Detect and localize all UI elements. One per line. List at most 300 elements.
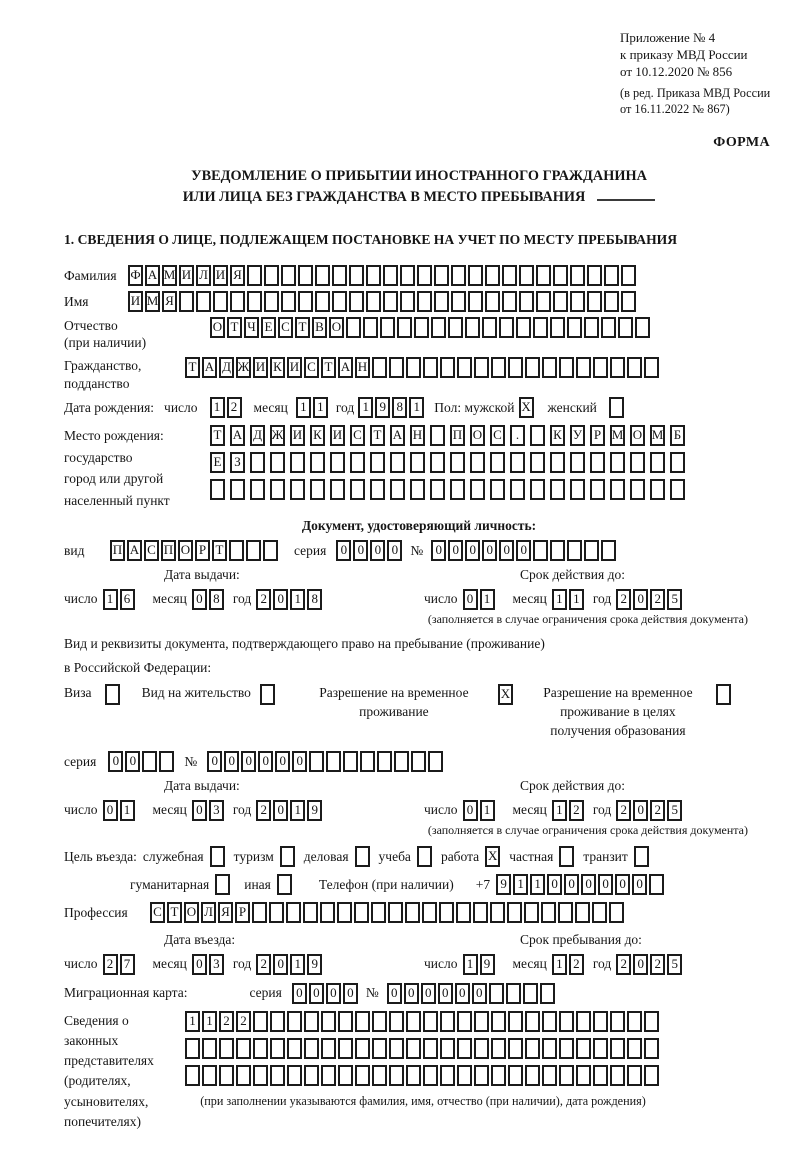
char-cell[interactable] (394, 751, 409, 772)
char-cell[interactable] (440, 1011, 455, 1032)
char-cell[interactable] (430, 425, 445, 446)
char-cell[interactable]: П (450, 425, 465, 446)
char-cell[interactable]: 0 (465, 540, 480, 561)
char-cell[interactable] (270, 479, 285, 500)
char-cell[interactable]: 1 (358, 397, 373, 418)
char-cell[interactable]: 3 (209, 800, 224, 821)
char-cell[interactable] (670, 479, 685, 500)
char-cell[interactable]: С (490, 425, 505, 446)
char-cell[interactable]: И (179, 265, 194, 286)
char-cell[interactable] (621, 291, 636, 312)
char-cell[interactable]: Т (227, 317, 242, 338)
char-cell[interactable] (250, 479, 265, 500)
char-cell[interactable] (439, 902, 454, 923)
char-cell[interactable] (287, 1065, 302, 1086)
char-cell[interactable] (389, 1011, 404, 1032)
char-cell[interactable]: Р (235, 902, 250, 923)
char-cell[interactable]: 2 (650, 800, 665, 821)
char-cell[interactable] (508, 1011, 523, 1032)
char-cell[interactable] (451, 291, 466, 312)
char-cell[interactable] (247, 291, 262, 312)
char-cell[interactable]: 0 (224, 751, 239, 772)
char-cell[interactable]: 0 (448, 540, 463, 561)
char-cell[interactable]: 1 (480, 800, 495, 821)
char-cell[interactable]: Р (195, 540, 210, 561)
char-cell[interactable]: 0 (404, 983, 419, 1004)
char-cell[interactable]: С (350, 425, 365, 446)
char-cell[interactable]: 0 (472, 983, 487, 1004)
char-cell[interactable]: И (330, 425, 345, 446)
char-cell[interactable] (389, 1038, 404, 1059)
char-cell[interactable] (490, 479, 505, 500)
char-cell[interactable] (519, 291, 534, 312)
char-cell[interactable] (644, 1065, 659, 1086)
char-cell[interactable]: Д (250, 425, 265, 446)
char-cell[interactable] (440, 1065, 455, 1086)
char-cell[interactable] (530, 425, 545, 446)
char-cell[interactable] (142, 751, 157, 772)
char-cell[interactable] (533, 317, 548, 338)
char-cell[interactable] (593, 1011, 608, 1032)
char-cell[interactable]: У (570, 425, 585, 446)
char-cell[interactable]: П (161, 540, 176, 561)
char-cell[interactable] (277, 874, 292, 895)
char-cell[interactable] (474, 357, 489, 378)
char-cell[interactable] (489, 983, 504, 1004)
char-cell[interactable] (530, 479, 545, 500)
char-cell[interactable] (321, 1065, 336, 1086)
char-cell[interactable]: 0 (632, 874, 647, 895)
char-cell[interactable] (716, 684, 731, 705)
char-cell[interactable] (610, 1011, 625, 1032)
char-cell[interactable]: 1 (530, 874, 545, 895)
char-cell[interactable] (593, 1038, 608, 1059)
char-cell[interactable] (670, 452, 685, 473)
char-cell[interactable] (406, 357, 421, 378)
char-cell[interactable] (270, 1065, 285, 1086)
char-cell[interactable]: А (202, 357, 217, 378)
char-cell[interactable] (490, 452, 505, 473)
char-cell[interactable]: 0 (564, 874, 579, 895)
char-cell[interactable] (236, 1038, 251, 1059)
char-cell[interactable]: 0 (125, 751, 140, 772)
char-cell[interactable] (406, 1065, 421, 1086)
char-cell[interactable]: 0 (547, 874, 562, 895)
char-cell[interactable] (372, 1011, 387, 1032)
char-cell[interactable] (610, 452, 625, 473)
char-cell[interactable]: Я (218, 902, 233, 923)
char-cell[interactable]: 2 (227, 397, 242, 418)
char-cell[interactable] (601, 317, 616, 338)
char-cell[interactable] (397, 317, 412, 338)
char-cell[interactable]: 5 (667, 954, 682, 975)
char-cell[interactable]: 2 (616, 954, 631, 975)
char-cell[interactable]: Ф (128, 265, 143, 286)
char-cell[interactable]: М (162, 265, 177, 286)
char-cell[interactable]: 0 (192, 954, 207, 975)
char-cell[interactable] (422, 902, 437, 923)
char-cell[interactable] (525, 1038, 540, 1059)
char-cell[interactable]: Е (210, 452, 225, 473)
char-cell[interactable] (417, 846, 432, 867)
char-cell[interactable] (508, 357, 523, 378)
char-cell[interactable]: 0 (499, 540, 514, 561)
char-cell[interactable] (410, 452, 425, 473)
char-cell[interactable] (105, 684, 120, 705)
char-cell[interactable] (372, 1038, 387, 1059)
char-cell[interactable] (202, 1038, 217, 1059)
char-cell[interactable] (290, 452, 305, 473)
char-cell[interactable]: 0 (463, 800, 478, 821)
char-cell[interactable] (185, 1038, 200, 1059)
char-cell[interactable] (533, 540, 548, 561)
char-cell[interactable]: 0 (273, 954, 288, 975)
char-cell[interactable]: 1 (296, 397, 311, 418)
char-cell[interactable] (270, 452, 285, 473)
char-cell[interactable]: 9 (496, 874, 511, 895)
char-cell[interactable]: А (390, 425, 405, 446)
char-cell[interactable] (372, 1065, 387, 1086)
char-cell[interactable]: 0 (292, 751, 307, 772)
char-cell[interactable] (287, 1038, 302, 1059)
char-cell[interactable] (405, 902, 420, 923)
char-cell[interactable] (570, 291, 585, 312)
char-cell[interactable] (337, 902, 352, 923)
char-cell[interactable] (510, 479, 525, 500)
char-cell[interactable]: 3 (209, 954, 224, 975)
char-cell[interactable]: Н (355, 357, 370, 378)
char-cell[interactable]: 0 (387, 983, 402, 1004)
char-cell[interactable]: 1 (463, 954, 478, 975)
char-cell[interactable] (525, 1065, 540, 1086)
char-cell[interactable]: 0 (292, 983, 307, 1004)
char-cell[interactable]: 0 (455, 983, 470, 1004)
char-cell[interactable]: 2 (616, 589, 631, 610)
char-cell[interactable] (587, 291, 602, 312)
char-cell[interactable] (298, 265, 313, 286)
char-cell[interactable] (185, 1065, 200, 1086)
char-cell[interactable]: 5 (667, 800, 682, 821)
char-cell[interactable]: К (550, 425, 565, 446)
char-cell[interactable] (326, 751, 341, 772)
char-cell[interactable] (508, 1038, 523, 1059)
char-cell[interactable] (338, 1038, 353, 1059)
char-cell[interactable] (473, 902, 488, 923)
char-cell[interactable]: З (230, 452, 245, 473)
char-cell[interactable] (366, 265, 381, 286)
char-cell[interactable] (559, 357, 574, 378)
char-cell[interactable]: 1 (480, 589, 495, 610)
char-cell[interactable]: 1 (552, 800, 567, 821)
char-cell[interactable] (383, 291, 398, 312)
char-cell[interactable]: О (184, 902, 199, 923)
char-cell[interactable] (406, 1038, 421, 1059)
char-cell[interactable] (383, 265, 398, 286)
char-cell[interactable]: С (304, 357, 319, 378)
char-cell[interactable] (310, 452, 325, 473)
char-cell[interactable]: X (485, 846, 500, 867)
char-cell[interactable]: И (253, 357, 268, 378)
char-cell[interactable] (260, 684, 275, 705)
char-cell[interactable]: 1 (513, 874, 528, 895)
char-cell[interactable] (576, 1038, 591, 1059)
char-cell[interactable] (229, 540, 244, 561)
char-cell[interactable]: Ж (236, 357, 251, 378)
char-cell[interactable] (550, 540, 565, 561)
char-cell[interactable]: 0 (431, 540, 446, 561)
char-cell[interactable]: Я (230, 265, 245, 286)
char-cell[interactable] (559, 1038, 574, 1059)
char-cell[interactable] (263, 540, 278, 561)
char-cell[interactable]: К (310, 425, 325, 446)
char-cell[interactable] (377, 751, 392, 772)
char-cell[interactable] (371, 902, 386, 923)
char-cell[interactable]: 1 (210, 397, 225, 418)
char-cell[interactable] (321, 1011, 336, 1032)
char-cell[interactable]: 2 (650, 589, 665, 610)
char-cell[interactable] (604, 291, 619, 312)
char-cell[interactable]: 0 (108, 751, 123, 772)
char-cell[interactable] (434, 265, 449, 286)
char-cell[interactable] (355, 1038, 370, 1059)
char-cell[interactable]: С (278, 317, 293, 338)
char-cell[interactable] (304, 1065, 319, 1086)
char-cell[interactable] (523, 983, 538, 1004)
char-cell[interactable] (287, 1011, 302, 1032)
char-cell[interactable]: Т (212, 540, 227, 561)
char-cell[interactable]: И (128, 291, 143, 312)
char-cell[interactable] (428, 751, 443, 772)
char-cell[interactable] (315, 291, 330, 312)
char-cell[interactable] (650, 479, 665, 500)
char-cell[interactable] (196, 291, 211, 312)
char-cell[interactable] (576, 357, 591, 378)
char-cell[interactable]: 0 (103, 800, 118, 821)
char-cell[interactable]: 9 (307, 800, 322, 821)
char-cell[interactable] (450, 479, 465, 500)
char-cell[interactable]: X (498, 684, 513, 705)
char-cell[interactable] (320, 902, 335, 923)
char-cell[interactable] (310, 479, 325, 500)
char-cell[interactable] (590, 452, 605, 473)
char-cell[interactable] (304, 1038, 319, 1059)
char-cell[interactable] (609, 397, 624, 418)
char-cell[interactable] (219, 1038, 234, 1059)
char-cell[interactable] (410, 479, 425, 500)
char-cell[interactable] (621, 265, 636, 286)
char-cell[interactable] (440, 357, 455, 378)
char-cell[interactable] (253, 1038, 268, 1059)
char-cell[interactable]: 1 (290, 800, 305, 821)
char-cell[interactable] (355, 1065, 370, 1086)
char-cell[interactable]: 2 (569, 954, 584, 975)
char-cell[interactable]: 0 (598, 874, 613, 895)
char-cell[interactable] (431, 317, 446, 338)
char-cell[interactable] (332, 265, 347, 286)
char-cell[interactable] (360, 751, 375, 772)
char-cell[interactable]: 8 (307, 589, 322, 610)
char-cell[interactable]: А (230, 425, 245, 446)
char-cell[interactable] (423, 1011, 438, 1032)
char-cell[interactable]: 8 (392, 397, 407, 418)
char-cell[interactable] (593, 357, 608, 378)
char-cell[interactable]: О (178, 540, 193, 561)
char-cell[interactable] (567, 317, 582, 338)
char-cell[interactable]: О (630, 425, 645, 446)
char-cell[interactable] (179, 291, 194, 312)
char-cell[interactable] (350, 479, 365, 500)
char-cell[interactable] (553, 291, 568, 312)
char-cell[interactable] (338, 1065, 353, 1086)
char-cell[interactable]: 1 (185, 1011, 200, 1032)
char-cell[interactable] (298, 291, 313, 312)
char-cell[interactable] (370, 452, 385, 473)
char-cell[interactable] (343, 751, 358, 772)
char-cell[interactable] (550, 479, 565, 500)
char-cell[interactable]: Т (210, 425, 225, 446)
char-cell[interactable]: Т (295, 317, 310, 338)
char-cell[interactable] (457, 1038, 472, 1059)
char-cell[interactable]: О (470, 425, 485, 446)
char-cell[interactable] (644, 1011, 659, 1032)
char-cell[interactable] (482, 317, 497, 338)
char-cell[interactable] (215, 874, 230, 895)
char-cell[interactable]: 0 (326, 983, 341, 1004)
char-cell[interactable] (567, 540, 582, 561)
char-cell[interactable] (330, 452, 345, 473)
char-cell[interactable] (576, 1065, 591, 1086)
char-cell[interactable]: 0 (633, 954, 648, 975)
char-cell[interactable] (601, 540, 616, 561)
char-cell[interactable] (252, 902, 267, 923)
char-cell[interactable] (542, 1011, 557, 1032)
char-cell[interactable]: Т (185, 357, 200, 378)
char-cell[interactable] (414, 317, 429, 338)
char-cell[interactable] (559, 1011, 574, 1032)
char-cell[interactable] (264, 291, 279, 312)
char-cell[interactable]: 0 (353, 540, 368, 561)
char-cell[interactable]: В (312, 317, 327, 338)
char-cell[interactable] (491, 1038, 506, 1059)
char-cell[interactable] (576, 1011, 591, 1032)
char-cell[interactable] (474, 1065, 489, 1086)
char-cell[interactable] (270, 1011, 285, 1032)
char-cell[interactable]: 9 (480, 954, 495, 975)
char-cell[interactable] (450, 452, 465, 473)
char-cell[interactable] (627, 1038, 642, 1059)
char-cell[interactable]: А (338, 357, 353, 378)
char-cell[interactable]: 0 (336, 540, 351, 561)
char-cell[interactable] (457, 1011, 472, 1032)
char-cell[interactable] (253, 1065, 268, 1086)
char-cell[interactable] (530, 452, 545, 473)
char-cell[interactable]: П (110, 540, 125, 561)
char-cell[interactable]: 0 (482, 540, 497, 561)
char-cell[interactable] (550, 452, 565, 473)
char-cell[interactable] (286, 902, 301, 923)
char-cell[interactable] (321, 1038, 336, 1059)
char-cell[interactable] (346, 317, 361, 338)
char-cell[interactable] (370, 479, 385, 500)
char-cell[interactable]: С (144, 540, 159, 561)
char-cell[interactable] (468, 291, 483, 312)
char-cell[interactable]: 2 (256, 800, 271, 821)
char-cell[interactable]: М (650, 425, 665, 446)
char-cell[interactable] (553, 265, 568, 286)
char-cell[interactable]: Ж (270, 425, 285, 446)
char-cell[interactable] (525, 1011, 540, 1032)
char-cell[interactable]: А (145, 265, 160, 286)
char-cell[interactable]: И (287, 357, 302, 378)
char-cell[interactable]: 0 (273, 800, 288, 821)
char-cell[interactable]: 0 (463, 589, 478, 610)
char-cell[interactable] (542, 1038, 557, 1059)
char-cell[interactable]: 7 (120, 954, 135, 975)
char-cell[interactable]: Д (219, 357, 234, 378)
char-cell[interactable] (349, 291, 364, 312)
char-cell[interactable]: 2 (650, 954, 665, 975)
char-cell[interactable] (558, 902, 573, 923)
char-cell[interactable] (593, 1065, 608, 1086)
char-cell[interactable] (618, 317, 633, 338)
char-cell[interactable] (499, 317, 514, 338)
char-cell[interactable] (355, 846, 370, 867)
char-cell[interactable]: Л (196, 265, 211, 286)
char-cell[interactable] (587, 265, 602, 286)
char-cell[interactable]: 9 (375, 397, 390, 418)
char-cell[interactable]: 5 (667, 589, 682, 610)
char-cell[interactable]: 1 (569, 589, 584, 610)
char-cell[interactable]: 0 (343, 983, 358, 1004)
char-cell[interactable]: 2 (256, 954, 271, 975)
char-cell[interactable]: X (519, 397, 534, 418)
char-cell[interactable]: 0 (273, 589, 288, 610)
char-cell[interactable] (281, 291, 296, 312)
char-cell[interactable] (210, 846, 225, 867)
char-cell[interactable]: . (510, 425, 525, 446)
char-cell[interactable]: 0 (633, 589, 648, 610)
char-cell[interactable]: 1 (290, 954, 305, 975)
char-cell[interactable] (400, 291, 415, 312)
char-cell[interactable] (230, 479, 245, 500)
char-cell[interactable] (250, 452, 265, 473)
char-cell[interactable] (570, 265, 585, 286)
char-cell[interactable] (354, 902, 369, 923)
char-cell[interactable] (559, 846, 574, 867)
char-cell[interactable]: Н (410, 425, 425, 446)
char-cell[interactable]: 1 (552, 954, 567, 975)
char-cell[interactable]: О (210, 317, 225, 338)
char-cell[interactable] (490, 902, 505, 923)
char-cell[interactable] (502, 265, 517, 286)
char-cell[interactable] (246, 540, 261, 561)
char-cell[interactable]: Т (167, 902, 182, 923)
char-cell[interactable]: 2 (236, 1011, 251, 1032)
char-cell[interactable] (423, 1038, 438, 1059)
char-cell[interactable] (434, 291, 449, 312)
char-cell[interactable] (236, 1065, 251, 1086)
char-cell[interactable] (474, 1038, 489, 1059)
char-cell[interactable] (366, 291, 381, 312)
char-cell[interactable]: 9 (307, 954, 322, 975)
char-cell[interactable]: 2 (616, 800, 631, 821)
char-cell[interactable]: Б (670, 425, 685, 446)
char-cell[interactable] (630, 452, 645, 473)
char-cell[interactable] (448, 317, 463, 338)
char-cell[interactable] (634, 846, 649, 867)
char-cell[interactable]: 0 (370, 540, 385, 561)
char-cell[interactable] (332, 291, 347, 312)
